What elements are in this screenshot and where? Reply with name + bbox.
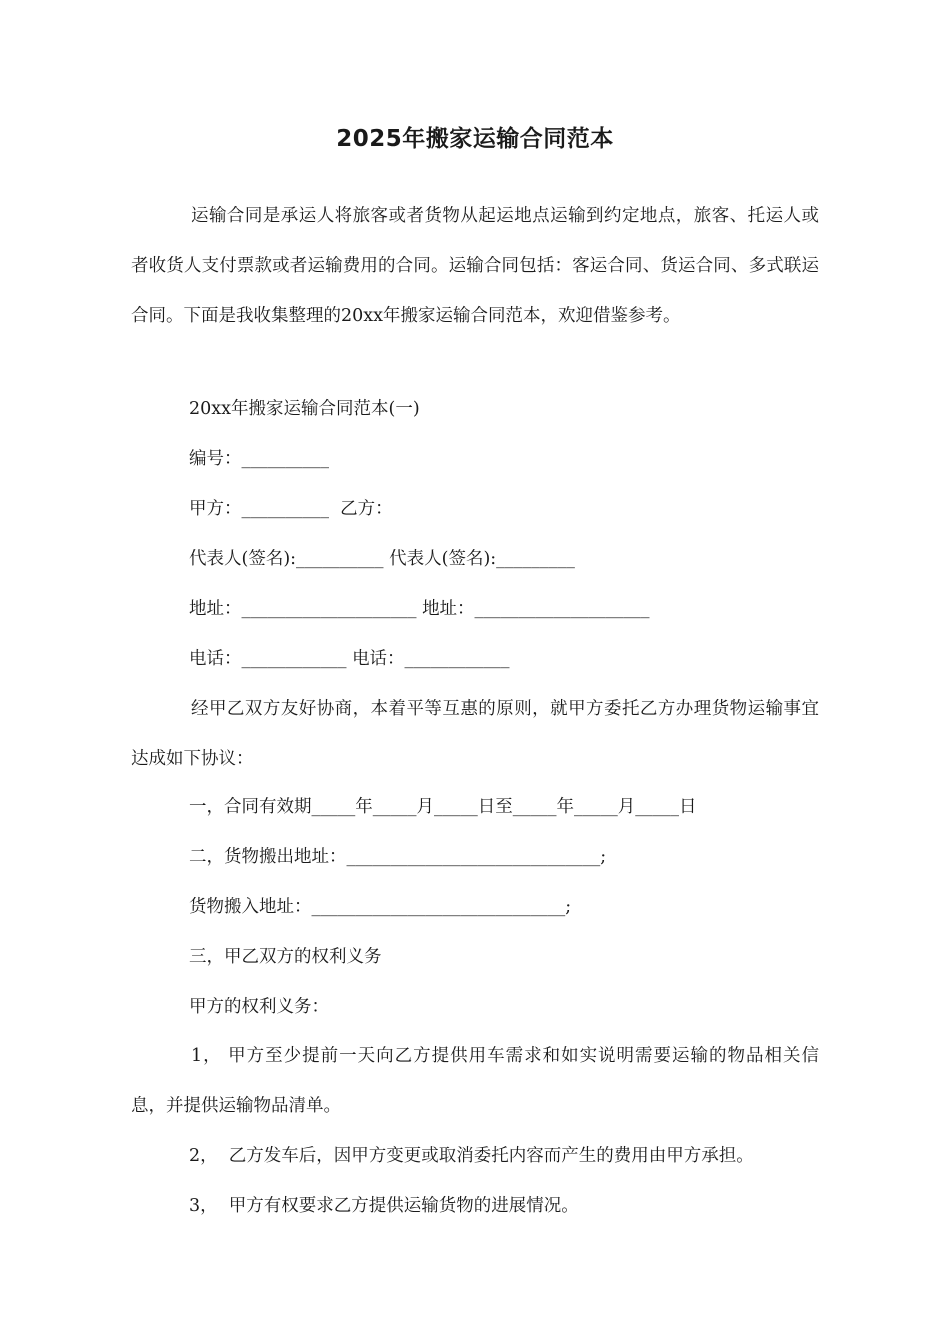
- contract-number-field: 编号：__________: [189, 449, 329, 469]
- clause-rights-obligations: 三，甲乙双方的权利义务: [189, 947, 382, 967]
- phones-field: 电话：____________ 电话：____________: [189, 649, 510, 669]
- parties-field: 甲方：__________ 乙方：: [189, 499, 393, 519]
- document-title: 2025年搬家运输合同范本: [336, 126, 614, 152]
- party-a-item-2: 2， 乙方发车后，因甲方变更或取消委托内容而产生的费用由甲方承担。: [189, 1146, 754, 1166]
- clause-validity-period: 一，合同有效期_____年_____月_____日至_____年_____月_____日: [189, 797, 697, 817]
- section-heading: 20xx年搬家运输合同范本(一): [189, 399, 420, 419]
- party-a-item-3: 3， 甲方有权要求乙方提供运输货物的进展情况。: [189, 1196, 579, 1216]
- clause-move-in-address: 货物搬入地址：_____________________________;: [189, 897, 572, 917]
- intro-paragraph: 运输合同是承运人将旅客或者货物从起运地点运输到约定地点，旅客、托运人或者收货人支付票款或者运输费用的合同。运输合同包括：客运合同、货运合同、多式联运合同。下面是我收集整理的20xx年搬家运输合同范本，欢迎借鉴参考。: [131, 206, 819, 326]
- clause-move-out-address: 二，货物搬出地址：_____________________________;: [189, 847, 607, 867]
- agreement-intro-paragraph: 经甲乙双方友好协商，本着平等互惠的原则，就甲方委托乙方办理货物运输事宜达成如下协议：: [131, 699, 819, 769]
- addresses-field: 地址：____________________ 地址：____________________: [189, 599, 650, 619]
- representatives-field: 代表人(签名):__________ 代表人(签名):_________: [189, 549, 575, 569]
- party-a-rights-heading: 甲方的权利义务：: [189, 997, 329, 1017]
- party-a-item-1: 1， 甲方至少提前一天向乙方提供用车需求和如实说明需要运输的物品相关信息，并提供运输物品清单。: [131, 1046, 819, 1116]
